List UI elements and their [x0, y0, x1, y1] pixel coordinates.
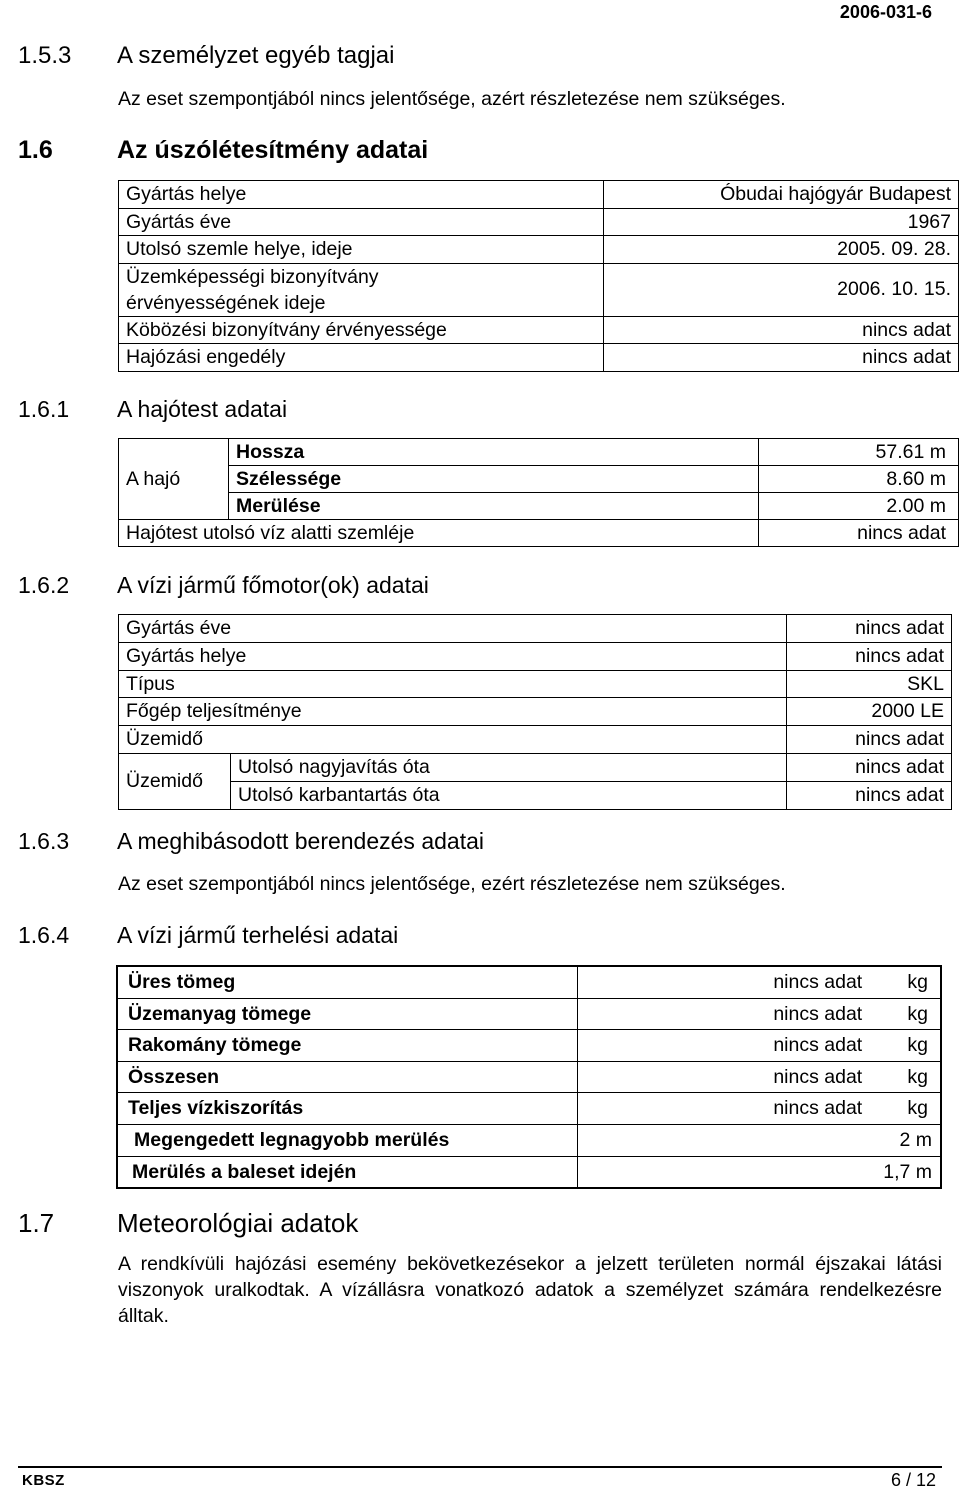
row-label: Merülés a baleset idején	[117, 1156, 577, 1188]
table-row	[119, 344, 959, 372]
kbsz-logo: KBSZ	[22, 1472, 65, 1489]
section-1-5-3-text: Az eset szempontjából nincs jelentősége, azért részletezése nem szükséges.	[118, 88, 786, 110]
row-label: Rakomány tömege	[117, 1030, 577, 1062]
row-label: Utolsó karbantartás óta	[231, 781, 787, 809]
row-value: nincs adat	[577, 998, 876, 1030]
row-value: nincs adat	[577, 966, 876, 998]
table-row	[119, 726, 952, 754]
row-value: 2006. 10. 15.	[603, 263, 958, 316]
section-1-6-4-heading	[18, 922, 398, 949]
row-value: nincs adat	[786, 615, 951, 643]
group-label: A hajó	[119, 439, 229, 520]
row-label: Üzemidő	[119, 726, 787, 754]
row-label: Típus	[119, 670, 787, 698]
section-1-6-heading	[18, 136, 428, 165]
section-title: A vízi jármű terhelési adatai	[117, 922, 399, 948]
row-label: Főgép teljesítménye	[119, 698, 787, 726]
table-row	[117, 1156, 941, 1188]
page-number: 6 / 12	[890, 1470, 936, 1489]
row-unit: kg	[876, 1093, 941, 1125]
row-value: 2005. 09. 28.	[603, 236, 958, 264]
row-label: Gyártás éve	[119, 615, 787, 643]
table-row	[119, 642, 952, 670]
section-number: 1.5.3	[18, 42, 72, 69]
row-label: Hossza	[229, 439, 759, 466]
row-value: nincs adat	[786, 781, 951, 809]
row-unit: kg	[876, 1030, 941, 1062]
row-label-line: Üzemképességi bizonyítvány	[126, 265, 379, 288]
table-row	[117, 1093, 941, 1125]
row-label: Megengedett legnagyobb merülés	[117, 1124, 577, 1156]
section-1-5-3-heading	[18, 42, 395, 70]
row-value: 2.00 m	[759, 493, 959, 520]
row-unit: 1,7 m	[876, 1156, 941, 1188]
row-value: nincs adat	[759, 520, 959, 547]
section-number: 1.7	[18, 1208, 55, 1238]
section-number: 1.6.2	[18, 572, 70, 598]
row-value: nincs adat	[603, 316, 958, 344]
row-label: Gyártás helye	[119, 181, 604, 209]
footer-divider	[18, 1466, 942, 1468]
table-row	[119, 316, 959, 344]
section-number: 1.6.4	[18, 922, 70, 948]
row-value: 57.61 m	[759, 439, 959, 466]
row-unit: kg	[876, 1061, 941, 1093]
table-row	[119, 439, 959, 466]
row-label: Hajótest utolsó víz alatti szemléje	[119, 520, 759, 547]
table-row	[119, 615, 952, 643]
table-row	[119, 670, 952, 698]
row-label	[119, 263, 604, 316]
row-value: 2000 LE	[786, 698, 951, 726]
table-row	[119, 781, 952, 809]
row-value: nincs adat	[577, 1030, 876, 1062]
table-row	[119, 466, 959, 493]
hull-data-table	[118, 438, 959, 547]
row-value: 1967	[603, 208, 958, 236]
document-number: 2006-031-6	[839, 2, 932, 22]
table-row	[117, 1061, 941, 1093]
meteorology-text: A rendkívüli hajózási esemény bekövetkezésekor a jelzett területen normál éjszakai látási viszonyok uralkodtak. A vízállásra vonatkozó adatok a személyzet számára rendelkezésre álltak.	[118, 1253, 942, 1327]
row-label: Összesen	[117, 1061, 577, 1093]
table-row	[119, 698, 952, 726]
engine-data-table	[118, 614, 952, 810]
section-1-6-3-text: Az eset szempontjából nincs jelentősége, ezért részletezése nem szükséges.	[118, 873, 786, 895]
section-1-7-heading	[18, 1208, 358, 1239]
row-value: nincs adat	[603, 344, 958, 372]
row-label: Hajózási engedély	[119, 344, 604, 372]
section-1-6-1-heading	[18, 396, 287, 423]
row-label: Üres tömeg	[117, 966, 577, 998]
row-label: Köbözési bizonyítvány érvényessége	[119, 316, 604, 344]
row-value: nincs adat	[577, 1093, 876, 1125]
row-value: 8.60 m	[759, 466, 959, 493]
section-title: A vízi jármű főmotor(ok) adatai	[117, 572, 429, 598]
row-label-line: érvényességének ideje	[126, 291, 326, 314]
table-row	[119, 181, 959, 209]
table-row	[117, 966, 941, 998]
section-title: A személyzet egyéb tagjai	[117, 42, 395, 69]
table-row	[117, 1124, 941, 1156]
section-title: A hajótest adatai	[117, 396, 288, 422]
row-value: SKL	[786, 670, 951, 698]
row-value: Óbudai hajógyár Budapest	[603, 181, 958, 209]
row-label: Szélessége	[229, 466, 759, 493]
table-row	[117, 998, 941, 1030]
section-1-6-3-heading	[18, 828, 484, 855]
row-unit: kg	[876, 998, 941, 1030]
row-label: Gyártás helye	[119, 642, 787, 670]
table-row	[119, 263, 959, 316]
section-title: Meteorológiai adatok	[117, 1208, 359, 1238]
row-value: nincs adat	[786, 753, 951, 781]
section-title: Az úszólétesítmény adatai	[117, 136, 429, 164]
group-label: Üzemidő	[119, 753, 231, 809]
row-unit: kg	[876, 966, 941, 998]
row-value: nincs adat	[786, 726, 951, 754]
table-row	[119, 493, 959, 520]
row-label: Utolsó szemle helye, ideje	[119, 236, 604, 264]
row-label: Utolsó nagyjavítás óta	[231, 753, 787, 781]
row-label: Teljes vízkiszorítás	[117, 1093, 577, 1125]
section-number: 1.6	[18, 136, 53, 164]
row-value: nincs adat	[577, 1061, 876, 1093]
table-row	[119, 208, 959, 236]
load-data-table	[116, 965, 942, 1189]
table-row	[119, 520, 959, 547]
section-title: A meghibásodott berendezés adatai	[117, 828, 484, 854]
table-row	[117, 1030, 941, 1062]
row-unit: 2 m	[876, 1124, 941, 1156]
section-number: 1.6.3	[18, 828, 70, 854]
vessel-data-table	[118, 180, 959, 372]
row-label: Üzemanyag tömege	[117, 998, 577, 1030]
section-1-6-2-heading	[18, 572, 429, 599]
row-value: nincs adat	[786, 642, 951, 670]
row-value	[577, 1124, 876, 1156]
row-label: Merülése	[229, 493, 759, 520]
table-row	[119, 753, 952, 781]
row-value	[577, 1156, 876, 1188]
section-number: 1.6.1	[18, 396, 70, 422]
table-row	[119, 236, 959, 264]
row-label: Gyártás éve	[119, 208, 604, 236]
